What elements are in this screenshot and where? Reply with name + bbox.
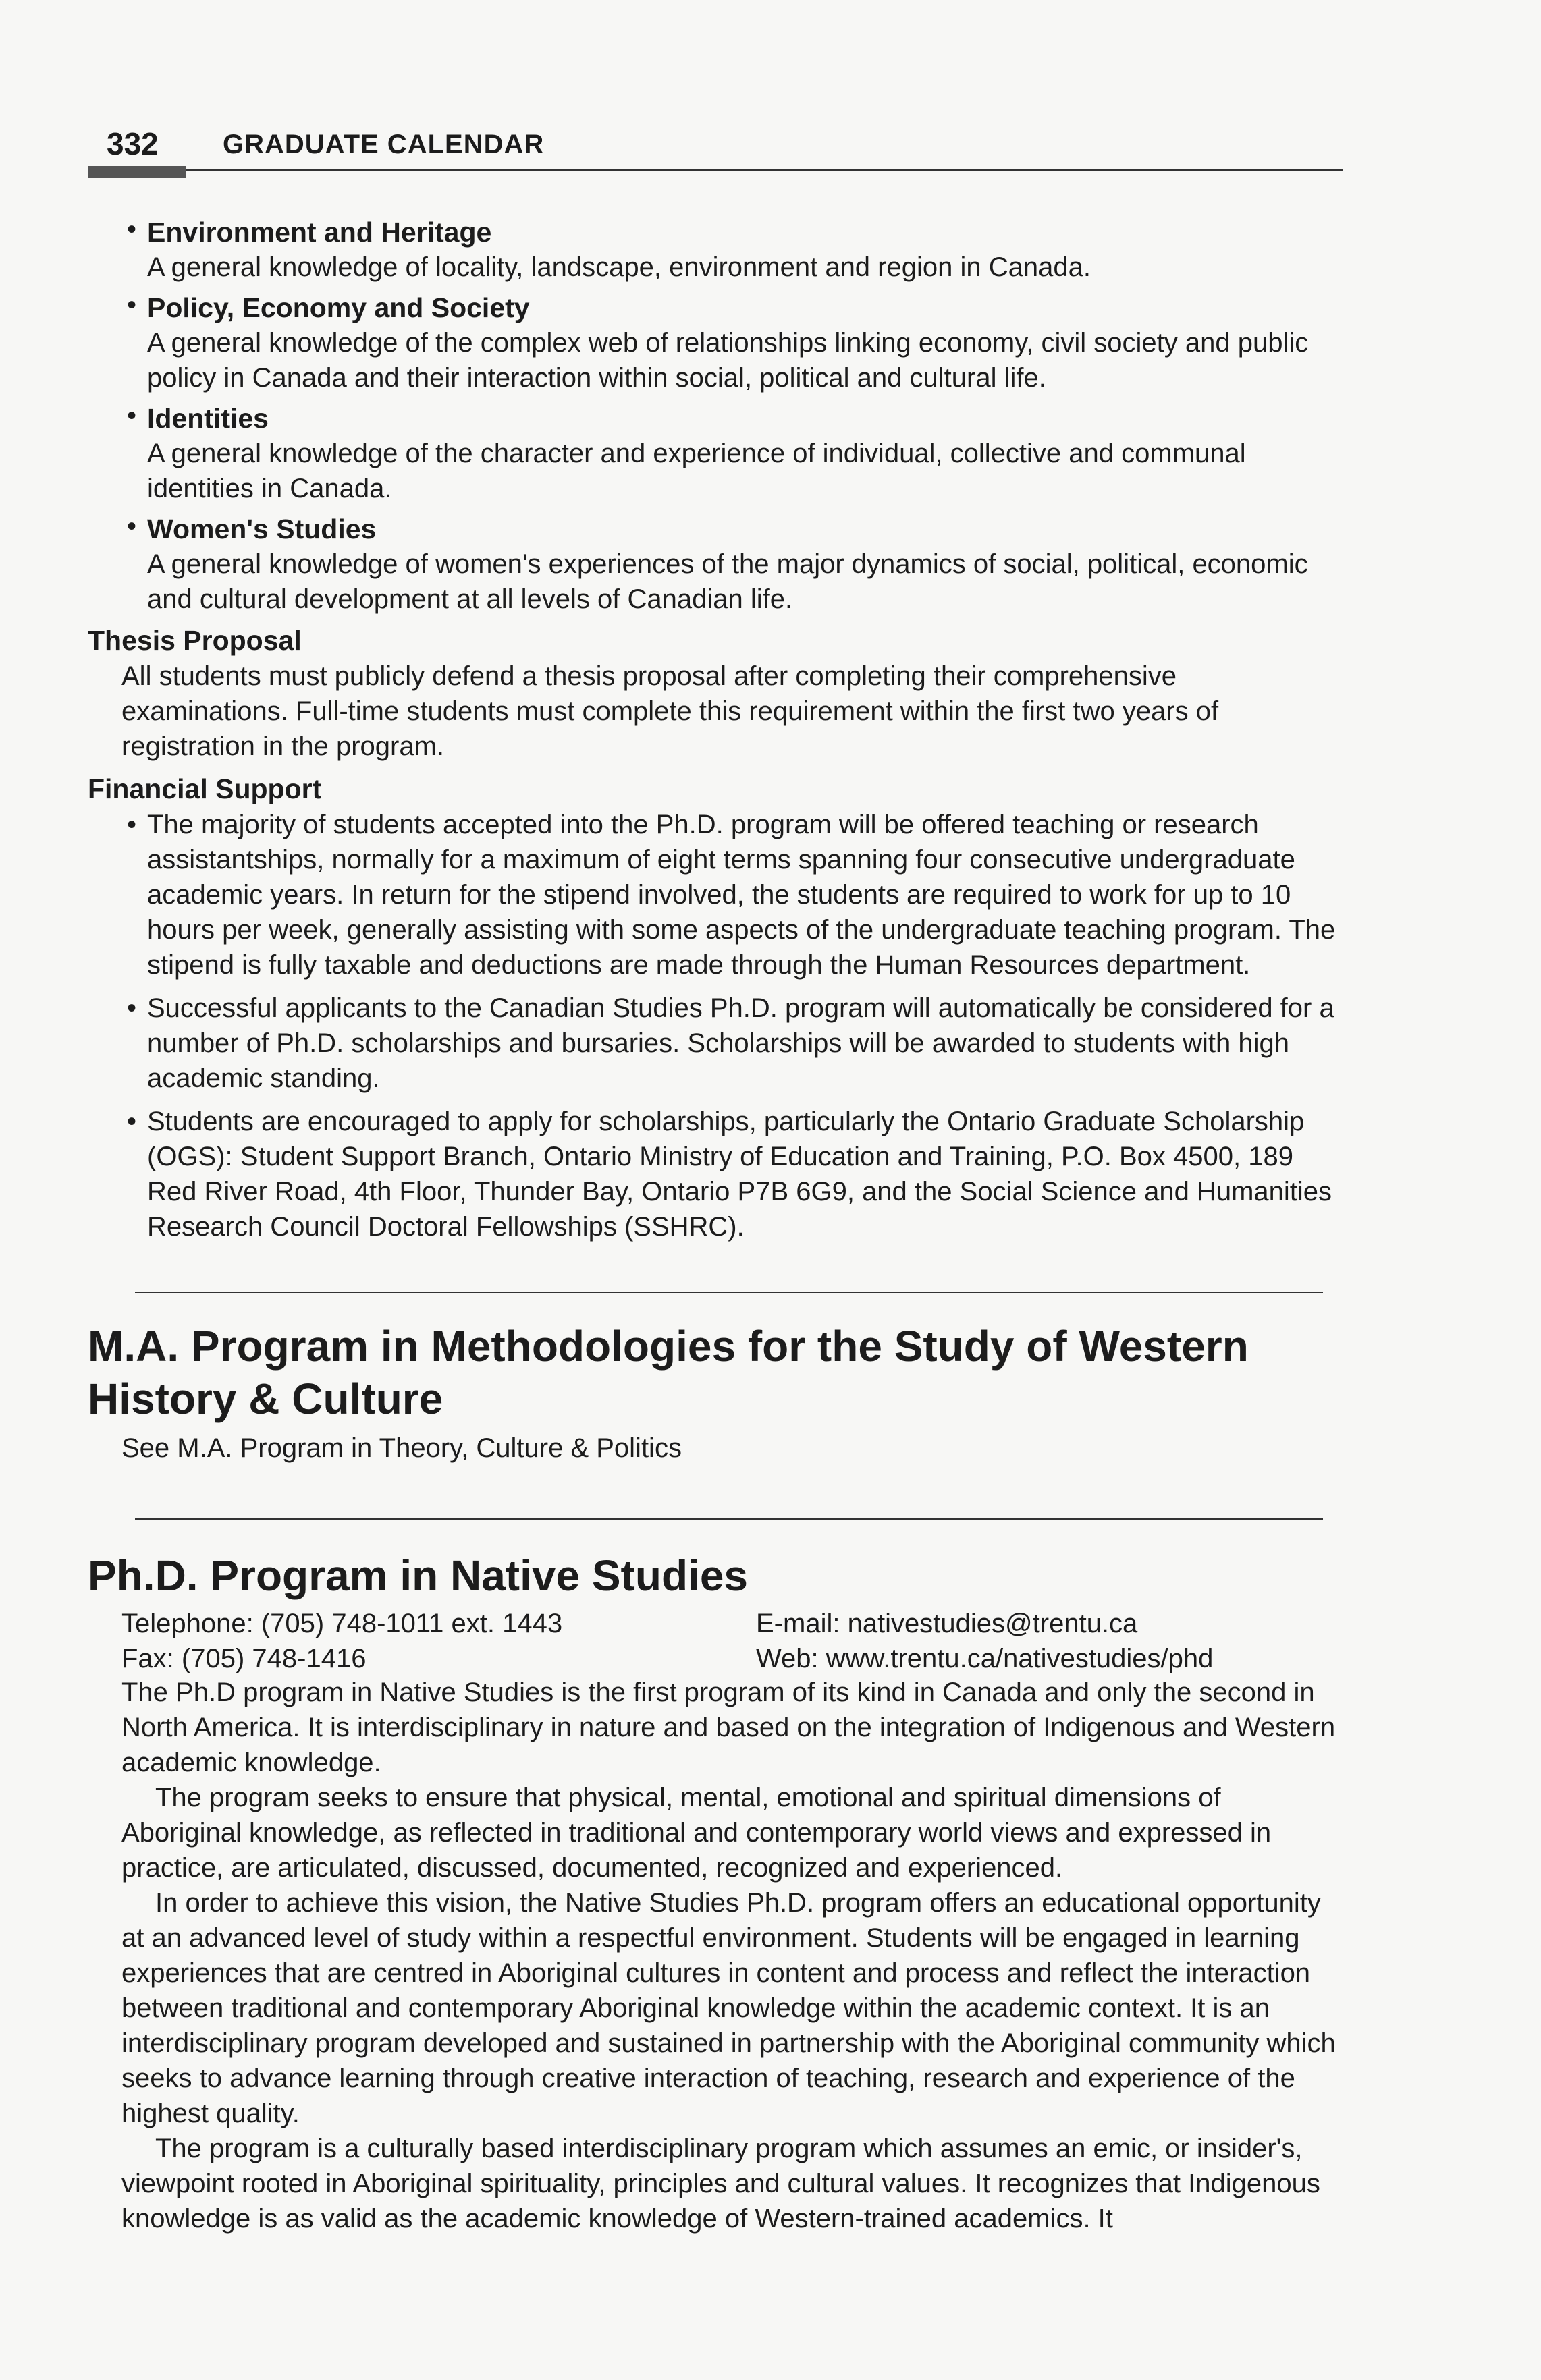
area-title: Environment and Heritage bbox=[147, 217, 492, 248]
financial-list bbox=[88, 807, 1343, 1244]
area-body: A general knowledge of the character and experience of individual, collective and communal identities in Canada. bbox=[147, 439, 1246, 503]
list-item bbox=[88, 991, 1343, 1096]
list-item bbox=[88, 401, 1343, 506]
paragraph: The program seeks to ensure that physical, mental, emotional and spiritual dimensions of Aboriginal knowledge, as reflected in traditional and contemporary world views and expressed in practice, are articulated, discussed, documented, recognized and experienced. bbox=[121, 1783, 1272, 1883]
area-title: Identities bbox=[147, 403, 269, 434]
telephone: Telephone: (705) 748-1011 ext. 1443 bbox=[121, 1609, 563, 1638]
financial-item-text: Students are encouraged to apply for scholarships, particularly the Ontario Graduate Scholarship (OGS): Student Support Branch, Ontario Ministry of Education and Training, P.O. Box 4500, 189 Red River Road, 4th Floor, Thunder Bay, Ontario P7B 6G9, and the Social Science and Humanities Research Council Doctoral Fellowships (SSHRC). bbox=[147, 1107, 1332, 1242]
list-item bbox=[88, 215, 1343, 285]
header-accent-block bbox=[88, 166, 186, 178]
paragraph: The Ph.D program in Native Studies is the first program of its kind in Canada and only the second in North America. It is interdisciplinary in nature and based on the integration of Indigenous and Western academic knowledge. bbox=[121, 1678, 1336, 1777]
page-content bbox=[88, 215, 1343, 2236]
knowledge-areas-list bbox=[88, 215, 1343, 617]
bullet-icon: • bbox=[127, 511, 137, 541]
web-link[interactable]: Web: www.trentu.ca/nativestudies/phd bbox=[756, 1644, 1214, 1673]
phd-section-title: Ph.D. Program in Native Studies bbox=[88, 1551, 748, 1600]
financial-item-text: Successful applicants to the Canadian Studies Ph.D. program will automatically be considered for a number of Ph.D. scholarships and bursaries. Scholarships will be awarded to students with high academic standing. bbox=[147, 993, 1334, 1093]
bullet-icon: • bbox=[127, 215, 137, 244]
list-item bbox=[88, 290, 1343, 395]
email: E-mail: nativestudies@trentu.ca bbox=[756, 1609, 1138, 1638]
bullet-icon: • bbox=[127, 993, 137, 1023]
list-item bbox=[88, 1104, 1343, 1244]
paragraph: In order to achieve this vision, the Native Studies Ph.D. program offers an educational opportunity at an advanced level of study within a respectful environment. Students will be engaged in learning experiences that are centred in Aboriginal cultures in content and process and reflect the interaction between traditional and contemporary Aboriginal knowledge within the academic context. It is an interdisciplinary program developed and sustained in partnership with the Aboriginal community which seeks to advance learning through creative interaction of teaching, research and experience of the highest quality. bbox=[121, 1888, 1336, 2128]
bullet-icon: • bbox=[127, 290, 137, 320]
header-rule bbox=[88, 169, 1343, 171]
fax: Fax: (705) 748-1416 bbox=[121, 1644, 367, 1673]
area-title: Women's Studies bbox=[147, 514, 377, 545]
area-body: A general knowledge of women's experiences of the major dynamics of social, political, economic and cultural development at all levels of Canadian life. bbox=[147, 549, 1308, 614]
running-head: GRADUATE CALENDAR bbox=[223, 130, 545, 159]
bullet-icon: • bbox=[127, 810, 137, 839]
page-number: 332 bbox=[107, 126, 159, 161]
thesis-heading: Thesis Proposal bbox=[88, 625, 302, 656]
financial-heading: Financial Support bbox=[88, 773, 322, 804]
list-item bbox=[88, 511, 1343, 617]
ma-see-reference: See M.A. Program in Theory, Culture & Politics bbox=[121, 1433, 682, 1463]
bullet-icon: • bbox=[127, 1107, 137, 1136]
ma-section-title: M.A. Program in Methodologies for the Study of Western History & Culture bbox=[88, 1322, 1249, 1423]
page-header bbox=[88, 126, 1343, 173]
area-body: A general knowledge of the complex web of relationships linking economy, civil society and public policy in Canada and their interaction within social, political and cultural life. bbox=[147, 328, 1309, 393]
thesis-body: All students must publicly defend a thesis proposal after completing their comprehensive examinations. Full-time students must complete this requirement within the first two years of registration in the program. bbox=[121, 661, 1219, 761]
list-item bbox=[88, 807, 1343, 983]
area-title: Policy, Economy and Society bbox=[147, 292, 530, 323]
phd-description bbox=[88, 1675, 1343, 2236]
contact-block bbox=[88, 1602, 1343, 1675]
bullet-icon: • bbox=[127, 401, 137, 431]
financial-item-text: The majority of students accepted into the Ph.D. program will be offered teaching or research assistantships, normally for a maximum of eight terms spanning four consecutive undergraduate academic years. In return for the stipend involved, the students are required to work for up to 10 hours per week, generally assisting with some aspects of the undergraduate teaching program. The stipend is fully taxable and deductions are made through the Human Resources department. bbox=[147, 810, 1336, 980]
paragraph: The program is a culturally based interdisciplinary program which assumes an emic, or insider's, viewpoint rooted in Aboriginal spirituality, principles and cultural values. It recognizes that Indigenous knowledge is as valid as the academic knowledge of Western-trained academics. It bbox=[121, 2134, 1320, 2234]
area-body: A general knowledge of locality, landscape, environment and region in Canada. bbox=[147, 252, 1091, 282]
